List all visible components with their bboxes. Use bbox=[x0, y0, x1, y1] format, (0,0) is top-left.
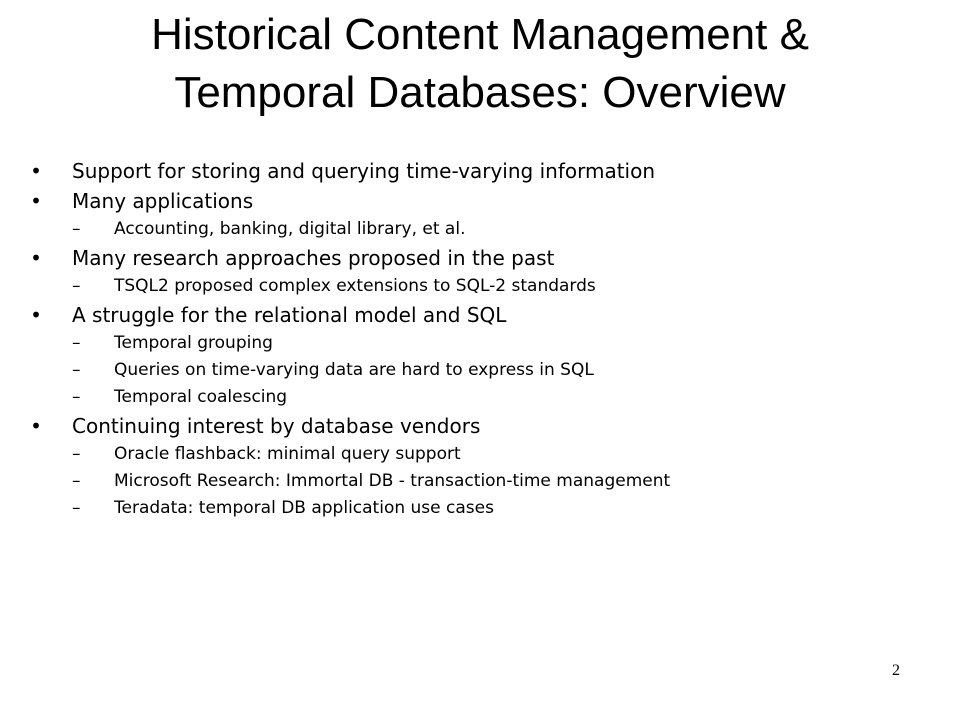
sub-bullet-text: Teradata: temporal DB application use cases bbox=[114, 498, 494, 518]
sub-bullet-item bbox=[30, 468, 930, 495]
sub-bullet-item bbox=[30, 273, 930, 300]
slide-title bbox=[40, 6, 920, 122]
bullet-marker: • bbox=[30, 189, 42, 213]
bullet-item bbox=[30, 186, 930, 216]
bullet-item bbox=[30, 243, 930, 273]
slide-title-line-2: Temporal Databases: Overview bbox=[174, 68, 786, 117]
sub-bullet-item bbox=[30, 216, 930, 243]
bullet-text: Continuing interest by database vendors bbox=[72, 414, 481, 438]
slide-title-line-1: Historical Content Management & bbox=[151, 10, 809, 59]
sub-bullet-text: Queries on time-varying data are hard to express in SQL bbox=[114, 360, 594, 380]
bullet-text: Many research approaches proposed in the past bbox=[72, 246, 555, 270]
bullet-marker: • bbox=[30, 414, 42, 438]
sub-bullet-marker: – bbox=[72, 498, 81, 518]
sub-bullet-text: Oracle flashback: minimal query support bbox=[114, 444, 461, 464]
sub-bullet-marker: – bbox=[72, 219, 81, 239]
bullet-text: A struggle for the relational model and SQL bbox=[72, 303, 507, 327]
bullet-list bbox=[30, 156, 930, 522]
bullet-item bbox=[30, 300, 930, 330]
bullet-item bbox=[30, 411, 930, 441]
sub-bullet-text: Temporal grouping bbox=[114, 333, 273, 353]
sub-bullet-text: Microsoft Research: Immortal DB - transaction-time management bbox=[114, 471, 671, 491]
sub-bullet-item bbox=[30, 384, 930, 411]
sub-bullet-marker: – bbox=[72, 276, 81, 296]
bullet-marker: • bbox=[30, 303, 42, 327]
sub-bullet-text: Accounting, banking, digital library, et al. bbox=[114, 219, 466, 239]
bullet-text: Support for storing and querying time-varying information bbox=[72, 159, 656, 183]
sub-bullet-marker: – bbox=[72, 471, 81, 491]
sub-bullet-item bbox=[30, 357, 930, 384]
sub-bullet-marker: – bbox=[72, 360, 81, 380]
page-number: 2 bbox=[892, 662, 900, 679]
bullet-marker: • bbox=[30, 159, 42, 183]
sub-bullet-text: TSQL2 proposed complex extensions to SQL-2 standards bbox=[114, 276, 596, 296]
sub-bullet-item bbox=[30, 330, 930, 357]
sub-bullet-item bbox=[30, 495, 930, 522]
bullet-marker: • bbox=[30, 246, 42, 270]
sub-bullet-text: Temporal coalescing bbox=[114, 387, 288, 407]
bullet-item bbox=[30, 156, 930, 186]
sub-bullet-item bbox=[30, 441, 930, 468]
bullet-text: Many applications bbox=[72, 189, 254, 213]
sub-bullet-marker: – bbox=[72, 333, 81, 353]
sub-bullet-marker: – bbox=[72, 444, 81, 464]
sub-bullet-marker: – bbox=[72, 387, 81, 407]
